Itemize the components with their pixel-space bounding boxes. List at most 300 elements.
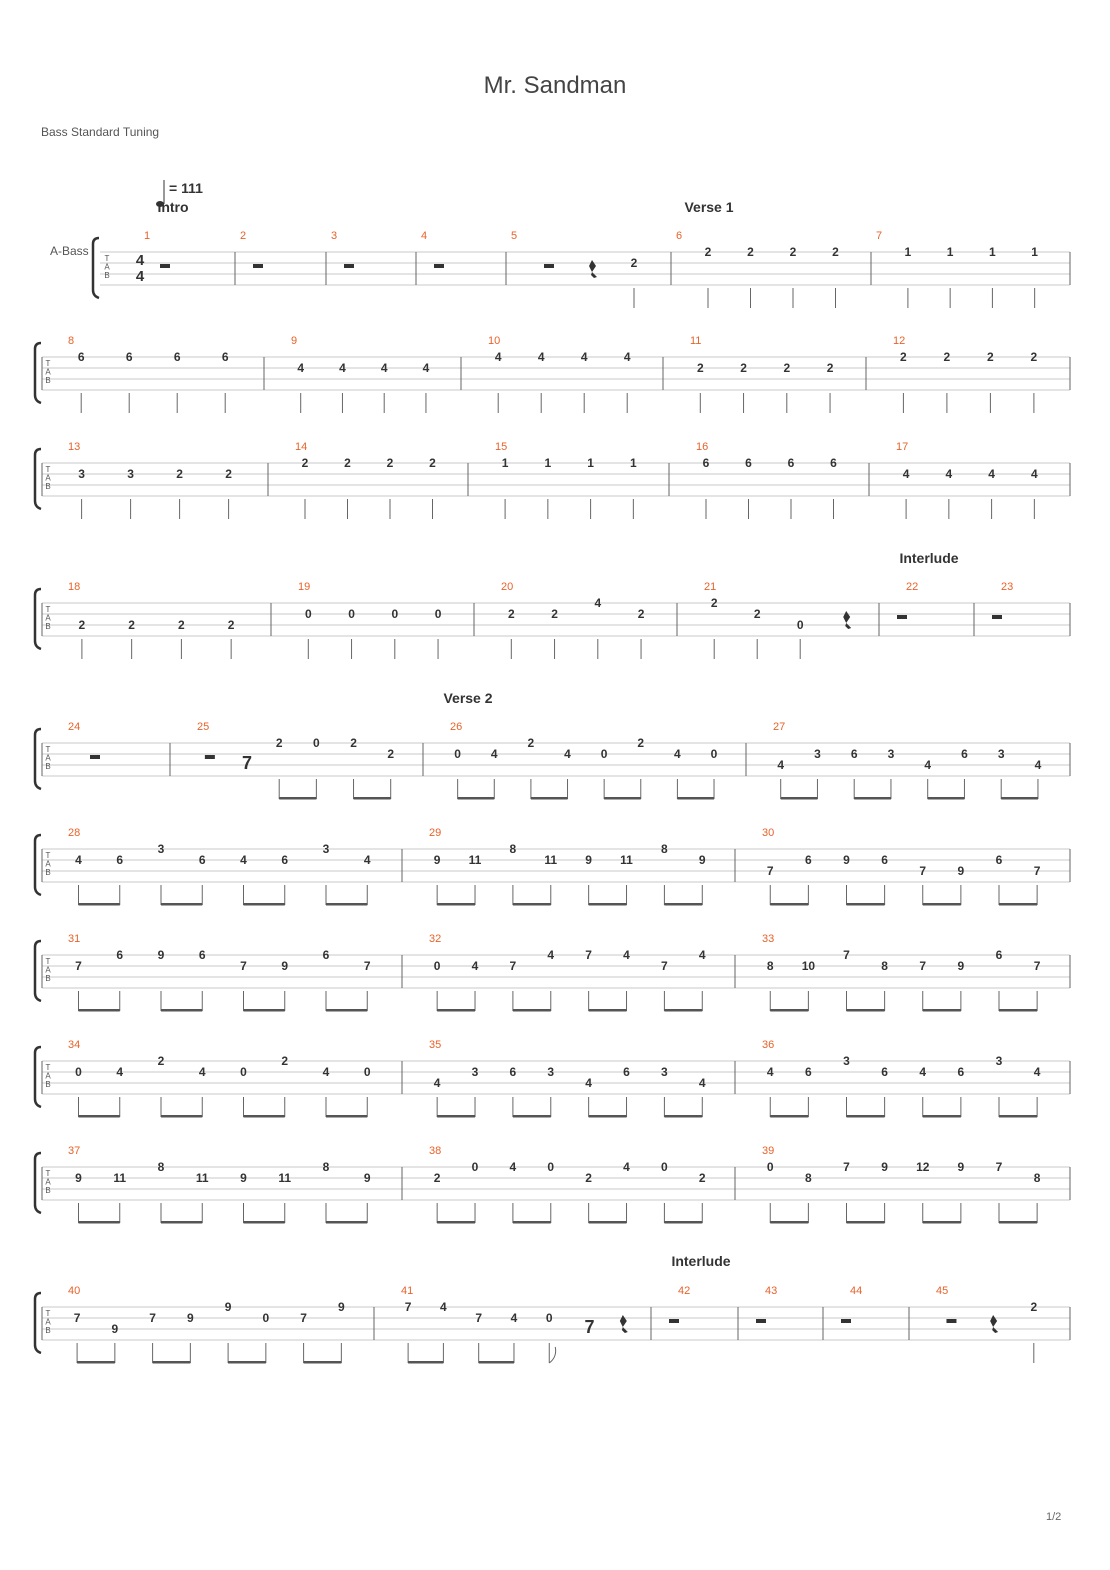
system-bracket bbox=[35, 343, 41, 403]
note-beam bbox=[770, 1009, 808, 1012]
measure-number: 9 bbox=[291, 335, 298, 347]
section-label: Verse 1 bbox=[684, 199, 734, 215]
fret-number: 2 bbox=[128, 618, 135, 632]
measure-number: 14 bbox=[295, 441, 308, 453]
fret-number: 9 bbox=[881, 1160, 888, 1174]
measure-number: 16 bbox=[696, 441, 709, 453]
fret-number: 7 bbox=[404, 1300, 412, 1314]
half-rest bbox=[434, 264, 444, 268]
fret-number: 2 bbox=[78, 618, 86, 632]
tab-clef-letter: B bbox=[45, 762, 51, 771]
fret-number: 2 bbox=[157, 1054, 165, 1068]
fret-number: 4 bbox=[339, 361, 346, 375]
note-beam bbox=[677, 797, 714, 800]
fret-number: 4 bbox=[924, 758, 932, 772]
measure-number: 40 bbox=[68, 1285, 81, 1297]
measure-number: 3 bbox=[331, 230, 338, 242]
note-beam bbox=[161, 1115, 202, 1118]
note-beam bbox=[531, 797, 568, 800]
fret-number: 2 bbox=[585, 1171, 592, 1185]
note-beam bbox=[79, 1115, 120, 1118]
fret-number: 2 bbox=[943, 350, 951, 364]
fret-number: 3 bbox=[547, 1065, 555, 1079]
tab-clef-letter: A bbox=[45, 473, 51, 483]
note-beam bbox=[928, 797, 965, 800]
fret-number: 4 bbox=[623, 948, 630, 962]
fret-number: 3 bbox=[887, 747, 895, 761]
fret-number: 1 bbox=[946, 245, 954, 259]
fret-number: 7 bbox=[300, 1311, 307, 1325]
note-beam bbox=[999, 903, 1037, 906]
fret-number: 2 bbox=[826, 361, 834, 375]
fret-number: 4 bbox=[422, 361, 430, 375]
fret-number: 4 bbox=[945, 467, 953, 481]
fret-number: 2 bbox=[225, 467, 232, 481]
measure-number: 13 bbox=[68, 441, 81, 453]
fret-number: 3 bbox=[78, 467, 85, 481]
fret-number: 2 bbox=[386, 456, 394, 470]
fret-number: 6 bbox=[116, 853, 124, 867]
tab-clef-letter: T bbox=[45, 745, 51, 754]
fret-number: 9 bbox=[187, 1311, 194, 1325]
fret-number: 10 bbox=[801, 959, 816, 973]
fret-number: 11 bbox=[195, 1171, 209, 1185]
fret-number: 4 bbox=[75, 853, 82, 867]
fret-number: 4 bbox=[198, 1065, 206, 1079]
note-beam bbox=[161, 1221, 202, 1224]
fret-number: 7 bbox=[1033, 959, 1041, 973]
fret-number: 0 bbox=[262, 1311, 270, 1325]
note-beam bbox=[326, 1115, 367, 1118]
system-bracket bbox=[35, 835, 41, 895]
note-beam bbox=[664, 1009, 702, 1012]
system-bracket bbox=[35, 1153, 41, 1213]
fret-number: 6 bbox=[830, 456, 837, 470]
fret-number: 7 bbox=[843, 1160, 850, 1174]
note-beam bbox=[999, 1009, 1037, 1012]
tab-clef-letter: B bbox=[45, 1080, 51, 1089]
fret-number: 4 bbox=[902, 467, 910, 481]
fret-number: 9 bbox=[843, 853, 850, 867]
tab-clef-letter: B bbox=[45, 1326, 51, 1335]
fret-number: 2 bbox=[740, 361, 747, 375]
tab-clef-letter: A bbox=[45, 753, 51, 763]
note-flag bbox=[549, 1347, 555, 1363]
fret-number: 2 bbox=[429, 456, 436, 470]
note-beam bbox=[437, 1115, 475, 1118]
tuning-label: Bass Standard Tuning bbox=[41, 125, 160, 139]
fret-number: 2 bbox=[630, 256, 638, 270]
tab-clef-letter: T bbox=[104, 254, 110, 263]
half-rest bbox=[544, 264, 554, 268]
note-beam bbox=[77, 1361, 115, 1364]
fret-number: 9 bbox=[157, 948, 165, 962]
fret-number: 9 bbox=[957, 864, 965, 878]
fret-number: 8 bbox=[661, 842, 668, 856]
measure-number: 45 bbox=[936, 1285, 949, 1297]
note-beam bbox=[244, 1115, 285, 1118]
fret-number: 2 bbox=[747, 245, 754, 259]
tempo-marking: = 111 bbox=[169, 180, 203, 196]
tab-clef-letter: A bbox=[45, 965, 51, 975]
measure-number: 37 bbox=[68, 1145, 81, 1157]
fret-number: 2 bbox=[832, 245, 839, 259]
note-beam bbox=[781, 797, 818, 800]
measure-number: 11 bbox=[690, 335, 702, 347]
fret-number: 9 bbox=[957, 959, 965, 973]
tab-clef-letter: T bbox=[45, 1063, 51, 1072]
tab-clef-letter: A bbox=[45, 1317, 51, 1327]
note-beam bbox=[923, 903, 961, 906]
note-beam bbox=[279, 797, 316, 800]
fret-number: 6 bbox=[623, 1065, 630, 1079]
note-beam bbox=[161, 903, 202, 906]
fret-number: 7 bbox=[585, 948, 592, 962]
tab-clef-letter: A bbox=[104, 262, 110, 272]
half-rest bbox=[669, 1319, 679, 1323]
fret-number: 6 bbox=[995, 853, 1003, 867]
fret-number: 4 bbox=[433, 1076, 441, 1090]
fret-number: 1 bbox=[501, 456, 509, 470]
fret-number: 8 bbox=[1033, 1171, 1041, 1185]
fret-number: 4 bbox=[564, 747, 571, 761]
note-beam bbox=[854, 797, 891, 800]
fret-number: 11 bbox=[468, 853, 482, 867]
tab-clef-letter: T bbox=[45, 359, 51, 368]
tab-clef-letter: T bbox=[45, 1169, 51, 1178]
fret-number: 1 bbox=[904, 245, 912, 259]
note-beam bbox=[589, 1009, 627, 1012]
fret-number: 2 bbox=[698, 1171, 706, 1185]
fret-number: 7 bbox=[149, 1311, 156, 1325]
fret-number: 11 bbox=[544, 853, 558, 867]
fret-number: 2 bbox=[350, 736, 357, 750]
fret-number: 8 bbox=[805, 1171, 812, 1185]
fret-number: 2 bbox=[1030, 1300, 1038, 1314]
note-beam bbox=[326, 1221, 367, 1224]
tab-clef-letter: B bbox=[45, 974, 51, 983]
note-beam bbox=[244, 903, 285, 906]
fret-number: 7 bbox=[509, 959, 517, 973]
tab-clef-letter: A bbox=[45, 859, 51, 869]
note-beam bbox=[664, 1221, 702, 1224]
fret-number: 9 bbox=[111, 1322, 119, 1336]
measure-number: 42 bbox=[678, 1285, 691, 1297]
fret-number: 0 bbox=[433, 959, 441, 973]
fret-number: 0 bbox=[75, 1065, 82, 1079]
fret-number: 4 bbox=[777, 758, 785, 772]
measure-number: 31 bbox=[68, 933, 81, 945]
fret-number: 0 bbox=[796, 618, 804, 632]
note-beam bbox=[847, 1009, 885, 1012]
fret-number: 0 bbox=[547, 1160, 555, 1174]
instrument-name: A-Bass bbox=[50, 244, 89, 258]
note-beam bbox=[161, 1009, 202, 1012]
fret-number: 4 bbox=[766, 1065, 774, 1079]
fret-number: 7 bbox=[766, 864, 774, 878]
fret-number: 0 bbox=[348, 607, 355, 621]
half-rest bbox=[992, 615, 1002, 619]
fret-number: 3 bbox=[995, 1054, 1003, 1068]
fret-number: 11 bbox=[620, 853, 633, 867]
note-beam bbox=[304, 1361, 342, 1364]
note-beam bbox=[1001, 797, 1038, 800]
fret-number: 2 bbox=[783, 361, 791, 375]
tab-clef-letter: A bbox=[45, 1071, 51, 1081]
fret-number: 2 bbox=[507, 607, 515, 621]
note-beam bbox=[79, 903, 120, 906]
measure-number: 35 bbox=[429, 1039, 442, 1051]
fret-number: 1 bbox=[989, 245, 996, 259]
tab-clef-letter: A bbox=[45, 367, 51, 377]
note-beam bbox=[437, 1009, 475, 1012]
measure-number: 39 bbox=[762, 1145, 775, 1157]
note-beam bbox=[589, 1221, 627, 1224]
fret-number: 4 bbox=[1034, 758, 1042, 772]
tab-clef-letter: T bbox=[45, 957, 51, 966]
system-bracket bbox=[35, 729, 41, 789]
system-bracket bbox=[35, 589, 41, 649]
half-rest bbox=[160, 264, 170, 268]
fret-number: 7 bbox=[995, 1160, 1003, 1174]
fret-number: 4 bbox=[322, 1065, 330, 1079]
half-rest bbox=[946, 1319, 956, 1323]
fret-number: 2 bbox=[176, 467, 183, 481]
measure-number: 21 bbox=[704, 581, 717, 593]
measure-number: 20 bbox=[501, 581, 514, 593]
eighth-rest: 7 bbox=[584, 1317, 595, 1337]
measure-number: 27 bbox=[773, 721, 786, 733]
fret-number: 4 bbox=[623, 350, 631, 364]
note-beam bbox=[999, 1115, 1037, 1118]
measure-number: 38 bbox=[429, 1145, 442, 1157]
system-bracket bbox=[35, 1293, 41, 1353]
measure-number: 1 bbox=[143, 230, 151, 242]
fret-number: 2 bbox=[637, 607, 645, 621]
fret-number: 3 bbox=[471, 1065, 479, 1079]
fret-number: 0 bbox=[434, 607, 442, 621]
tab-clef-letter: B bbox=[45, 376, 51, 385]
fret-number: 4 bbox=[509, 1160, 517, 1174]
eighth-rest: 7 bbox=[242, 753, 253, 773]
system-bracket bbox=[35, 941, 41, 1001]
note-beam bbox=[79, 1221, 120, 1224]
fret-number: 4 bbox=[1031, 467, 1038, 481]
fret-number: 8 bbox=[766, 959, 774, 973]
fret-number: 4 bbox=[363, 853, 371, 867]
measure-number: 22 bbox=[906, 581, 919, 593]
fret-number: 4 bbox=[919, 1065, 927, 1079]
note-beam bbox=[79, 1009, 120, 1012]
measure-number: 28 bbox=[68, 827, 81, 839]
note-beam bbox=[458, 797, 495, 800]
measure-number: 5 bbox=[511, 230, 518, 242]
half-rest bbox=[756, 1319, 766, 1323]
fret-number: 2 bbox=[1030, 350, 1038, 364]
note-beam bbox=[326, 1009, 367, 1012]
tab-clef-letter: B bbox=[45, 1186, 51, 1195]
fret-number: 2 bbox=[275, 736, 283, 750]
note-beam bbox=[589, 1115, 627, 1118]
fret-number: 3 bbox=[322, 842, 330, 856]
fret-number: 4 bbox=[988, 467, 995, 481]
fret-number: 8 bbox=[881, 959, 888, 973]
fret-number: 3 bbox=[157, 842, 165, 856]
fret-number: 2 bbox=[227, 618, 235, 632]
fret-number: 9 bbox=[281, 959, 289, 973]
measure-number: 17 bbox=[896, 441, 909, 453]
fret-number: 4 bbox=[580, 350, 588, 364]
time-signature-bottom: 4 bbox=[135, 268, 145, 285]
measure-number: 19 bbox=[298, 581, 311, 593]
fret-number: 0 bbox=[363, 1065, 371, 1079]
fret-number: 11 bbox=[278, 1171, 292, 1185]
tab-clef-letter: A bbox=[45, 1177, 51, 1187]
tab-clef-letter: T bbox=[45, 851, 51, 860]
measure-number: 34 bbox=[68, 1039, 81, 1051]
fret-number: 8 bbox=[322, 1160, 330, 1174]
fret-number: 4 bbox=[116, 1065, 124, 1079]
fret-number: 0 bbox=[240, 1065, 247, 1079]
fret-number: 11 bbox=[113, 1171, 127, 1185]
tab-clef-letter: B bbox=[45, 868, 51, 877]
note-beam bbox=[244, 1221, 285, 1224]
fret-number: 7 bbox=[475, 1311, 483, 1325]
measure-number: 41 bbox=[401, 1285, 414, 1297]
fret-number: 4 bbox=[1033, 1065, 1041, 1079]
fret-number: 3 bbox=[997, 747, 1005, 761]
fret-number: 2 bbox=[301, 456, 309, 470]
measure-number: 44 bbox=[850, 1285, 863, 1297]
fret-number: 3 bbox=[127, 467, 134, 481]
section-label: Interlude bbox=[671, 1253, 731, 1269]
fret-number: 2 bbox=[637, 736, 645, 750]
half-rest bbox=[841, 1319, 851, 1323]
fret-number: 4 bbox=[490, 747, 498, 761]
system-bracket bbox=[35, 1047, 41, 1107]
fret-number: 3 bbox=[843, 1054, 850, 1068]
fret-number: 2 bbox=[527, 736, 535, 750]
note-beam bbox=[479, 1361, 514, 1364]
fret-number: 7 bbox=[661, 959, 668, 973]
fret-number: 0 bbox=[304, 607, 312, 621]
measure-number: 36 bbox=[762, 1039, 775, 1051]
fret-number: 2 bbox=[987, 350, 994, 364]
fret-number: 3 bbox=[814, 747, 821, 761]
note-beam bbox=[999, 1221, 1037, 1224]
fret-number: 6 bbox=[322, 948, 330, 962]
note-beam bbox=[770, 1221, 808, 1224]
section-label: Interlude bbox=[899, 550, 959, 566]
fret-number: 4 bbox=[440, 1300, 447, 1314]
measure-number: 24 bbox=[68, 721, 81, 733]
fret-number: 9 bbox=[698, 853, 706, 867]
tab-clef-letter: T bbox=[45, 1309, 51, 1318]
measure-number: 6 bbox=[676, 230, 683, 242]
fret-number: 4 bbox=[297, 361, 305, 375]
measure-number: 18 bbox=[68, 581, 81, 593]
fret-number: 6 bbox=[702, 456, 710, 470]
fret-number: 6 bbox=[961, 747, 968, 761]
note-beam bbox=[354, 797, 391, 800]
fret-number: 9 bbox=[433, 853, 441, 867]
note-beam bbox=[847, 903, 885, 906]
fret-number: 4 bbox=[674, 747, 681, 761]
fret-number: 6 bbox=[221, 350, 229, 364]
note-beam bbox=[244, 1009, 285, 1012]
fret-number: 0 bbox=[391, 607, 399, 621]
measure-number: 43 bbox=[765, 1285, 778, 1297]
fret-number: 4 bbox=[380, 361, 388, 375]
measure-number: 4 bbox=[421, 230, 428, 242]
tab-clef-letter: B bbox=[45, 622, 51, 631]
fret-number: 9 bbox=[75, 1171, 82, 1185]
note-beam bbox=[589, 903, 627, 906]
fret-number: 9 bbox=[585, 853, 592, 867]
fret-number: 6 bbox=[787, 456, 795, 470]
fret-number: 1 bbox=[587, 456, 594, 470]
fret-number: 9 bbox=[338, 1300, 345, 1314]
fret-number: 0 bbox=[545, 1311, 553, 1325]
note-beam bbox=[664, 903, 702, 906]
measure-number: 32 bbox=[429, 933, 442, 945]
fret-number: 9 bbox=[957, 1160, 965, 1174]
half-rest bbox=[205, 755, 215, 759]
system-bracket bbox=[35, 449, 41, 509]
fret-number: 4 bbox=[594, 596, 602, 610]
note-beam bbox=[770, 1115, 808, 1118]
fret-number: 2 bbox=[281, 1054, 289, 1068]
fret-number: 9 bbox=[240, 1171, 247, 1185]
fret-number: 6 bbox=[805, 1065, 812, 1079]
half-rest bbox=[253, 264, 263, 268]
fret-number: 4 bbox=[471, 959, 479, 973]
fret-number: 7 bbox=[919, 959, 927, 973]
fret-number: 0 bbox=[710, 747, 718, 761]
note-beam bbox=[923, 1221, 961, 1224]
fret-number: 6 bbox=[745, 456, 752, 470]
half-rest bbox=[897, 615, 907, 619]
measure-number: 23 bbox=[1001, 581, 1014, 593]
fret-number: 2 bbox=[710, 596, 718, 610]
note-beam bbox=[664, 1115, 702, 1118]
note-beam bbox=[847, 1221, 885, 1224]
fret-number: 0 bbox=[454, 747, 461, 761]
fret-number: 0 bbox=[600, 747, 608, 761]
fret-number: 8 bbox=[157, 1160, 165, 1174]
fret-number: 1 bbox=[630, 456, 637, 470]
fret-number: 4 bbox=[585, 1076, 592, 1090]
note-beam bbox=[513, 903, 551, 906]
fret-number: 2 bbox=[344, 456, 351, 470]
fret-number: 6 bbox=[281, 853, 289, 867]
fret-number: 2 bbox=[900, 350, 907, 364]
note-beam bbox=[228, 1361, 266, 1364]
measure-number: 25 bbox=[197, 721, 210, 733]
fret-number: 7 bbox=[75, 959, 82, 973]
fret-number: 6 bbox=[881, 853, 888, 867]
fret-number: 2 bbox=[789, 245, 797, 259]
measure-number: 12 bbox=[893, 335, 906, 347]
fret-number: 7 bbox=[73, 1311, 81, 1325]
note-beam bbox=[408, 1361, 443, 1364]
fret-number: 2 bbox=[433, 1171, 441, 1185]
fret-number: 4 bbox=[698, 1076, 706, 1090]
time-signature-top: 4 bbox=[135, 252, 145, 269]
fret-number: 7 bbox=[1033, 864, 1041, 878]
fret-number: 7 bbox=[240, 959, 247, 973]
tab-clef-letter: T bbox=[45, 465, 51, 474]
